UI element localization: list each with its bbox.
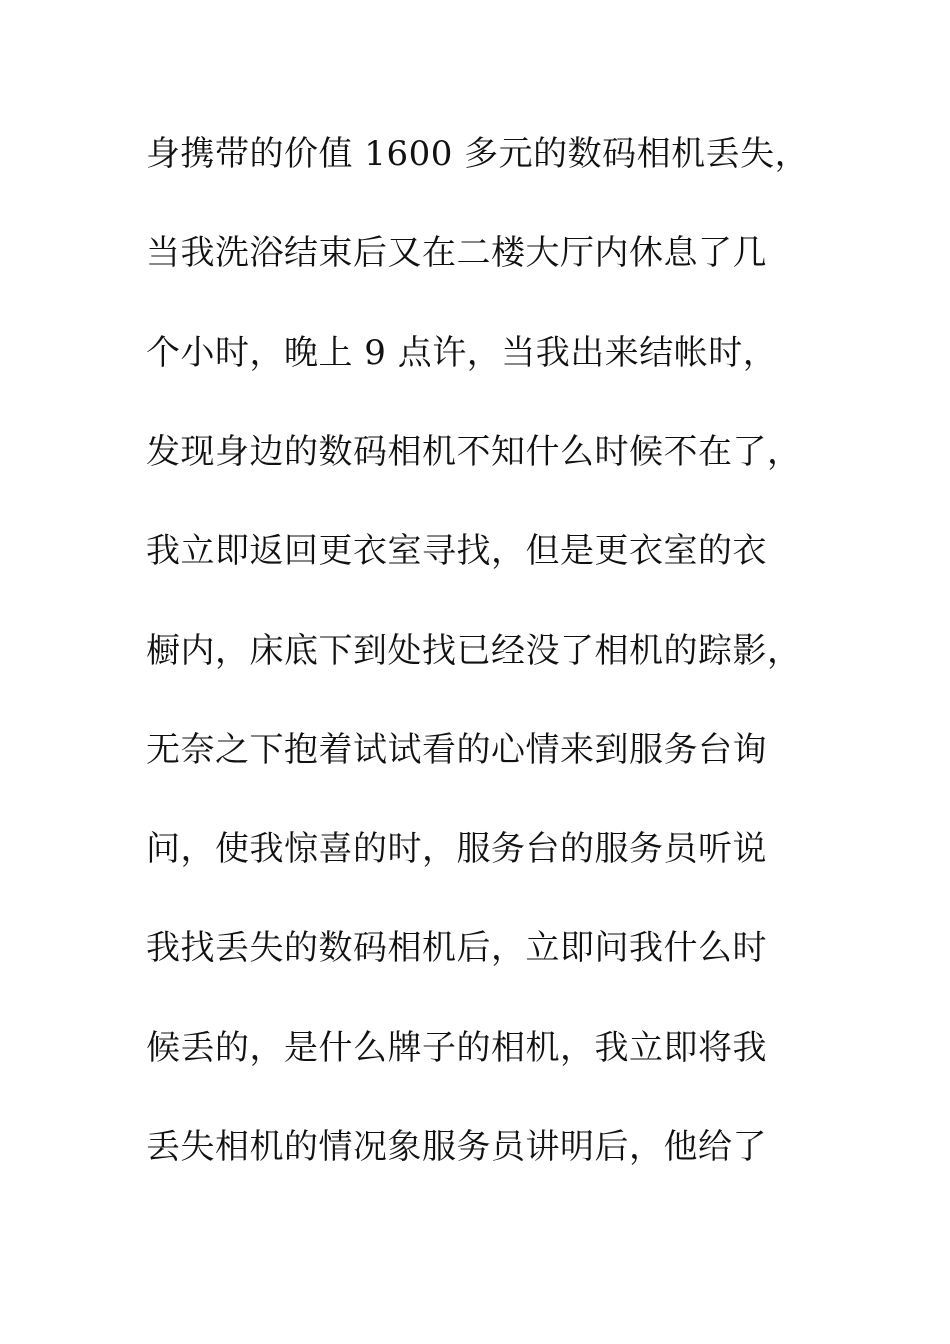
text-line: 候丢的，是什么牌子的相机，我立即将我	[146, 1028, 767, 1068]
text-line: 问，使我惊喜的时，服务台的服务员听说	[146, 829, 767, 869]
text-line: 发现身边的数码相机不知什么时候不在了，	[146, 432, 802, 472]
text-line: 我找丢失的数码相机后，立即问我什么时	[146, 928, 767, 968]
text-line: 身携带的价值 1600 多元的数码相机丢失，	[146, 134, 810, 174]
text-line: 无奈之下抱着试试看的心情来到服务台询	[146, 730, 767, 770]
text-line: 丢失相机的情况象服务员讲明后，他给了	[146, 1127, 767, 1167]
text-line: 橱内，床底下到处找已经没了相机的踪影，	[146, 631, 802, 671]
text-line: 我立即返回更衣室寻找，但是更衣室的衣	[146, 531, 767, 571]
text-line: 当我洗浴结束后又在二楼大厅内休息了几	[146, 233, 767, 273]
text-line: 个小时，晚上 9 点许，当我出来结帐时，	[146, 333, 778, 373]
